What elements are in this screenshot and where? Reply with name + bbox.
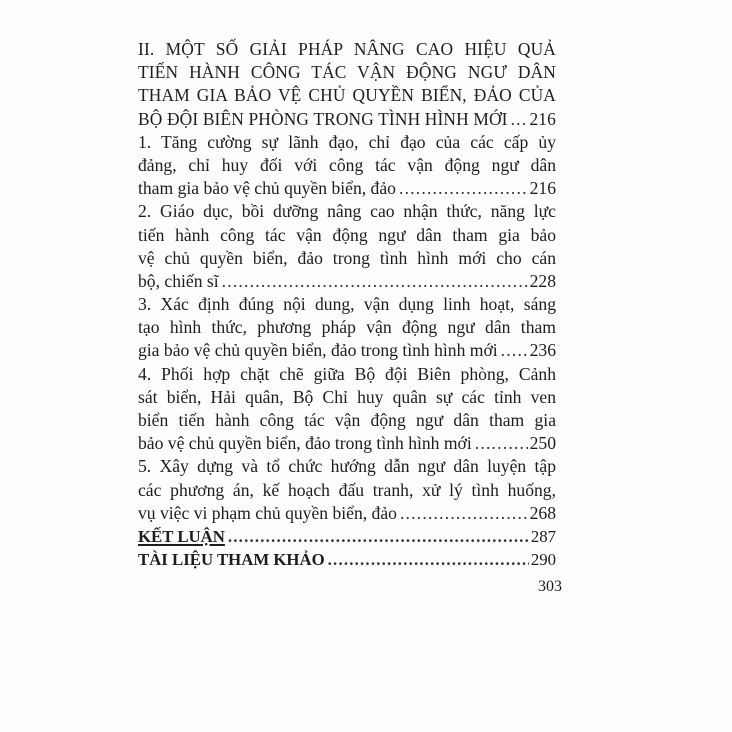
toc-item-4-line-4: bảo vệ chủ quyền biển, đảo trong tình hình mới <box>138 433 472 454</box>
toc-item-1-entry[interactable] <box>138 177 556 200</box>
toc-item-3-entry[interactable] <box>138 339 556 362</box>
toc-item-5-line-2: các phương án, kế hoạch đấu tranh, xử lý tình huống, <box>138 479 556 500</box>
toc-section-2-entry[interactable] <box>138 108 556 131</box>
toc-conclusion-entry[interactable] <box>138 525 556 548</box>
toc-item-2-page: 228 <box>529 270 556 291</box>
toc-references-entry[interactable] <box>138 548 556 571</box>
toc-item-3-line-3: gia bảo vệ chủ quyền biển, đảo trong tình hình mới <box>138 340 498 361</box>
toc-section-2-line-3: THAM GIA BẢO VỆ CHỦ QUYỀN BIỂN, ĐẢO CỦA <box>138 85 556 106</box>
toc-item-1-page: 216 <box>529 178 556 199</box>
toc-section-2-line-2: TIẾN HÀNH CÔNG TÁC VẬN ĐỘNG NGƯ DÂN <box>138 62 556 83</box>
toc-item-2-line-2: tiến hành công tác vận động ngư dân tham gia bảo <box>138 224 556 245</box>
toc-item-4-line-2: sát biển, Hải quân, Bộ Chỉ huy quân sự các tỉnh ven <box>138 386 556 407</box>
toc-item-5-line-3: vụ việc vi phạm chủ quyền biển, đảo <box>138 502 397 523</box>
dot-leader <box>228 525 529 548</box>
toc-item-4-page: 250 <box>529 433 556 454</box>
toc-item-2-entry[interactable] <box>138 270 556 293</box>
dot-leader <box>501 339 528 362</box>
toc-section-2-page: 216 <box>529 108 556 129</box>
toc-item-5-entry[interactable] <box>138 502 556 525</box>
toc-item-5-page: 268 <box>529 502 556 523</box>
toc-item-1-line-2: đảng, chỉ huy đối với công tác vận động ngư dân <box>138 154 556 175</box>
toc-conclusion-page: 287 <box>530 526 556 546</box>
toc-item-2-line-1: 2. Giáo dục, bồi dưỡng nâng cao nhận thức, năng lực <box>138 201 556 222</box>
dot-leader <box>222 270 528 293</box>
toc-item-2-line-4: bộ, chiến sĩ <box>138 270 219 291</box>
toc-item-4-entry[interactable] <box>138 432 556 455</box>
toc-section-2-line-1: II. MỘT SỐ GIẢI PHÁP NÂNG CAO HIỆU QUẢ <box>138 39 556 59</box>
toc-references-page: 290 <box>530 550 556 570</box>
dot-leader <box>400 502 528 525</box>
dot-leader <box>328 548 529 571</box>
toc-section-2-line-4: BỘ ĐỘI BIÊN PHÒNG TRONG TÌNH HÌNH MỚI <box>138 108 508 129</box>
toc-references-label: TÀI LIỆU THAM KHẢO <box>138 550 325 570</box>
toc-item-3-page: 236 <box>529 340 556 361</box>
table-of-contents <box>138 38 556 571</box>
dot-leader <box>475 432 528 455</box>
toc-item-4-line-1: 4. Phối hợp chặt chẽ giữa Bộ đội Biên phòng, Cảnh <box>138 363 556 384</box>
toc-item-1-line-1: 1. Tăng cường sự lãnh đạo, chỉ đạo của các cấp ủy <box>138 131 556 152</box>
page-number: 303 <box>538 578 562 595</box>
dot-leader <box>399 177 528 200</box>
toc-item-3-line-1: 3. Xác định đúng nội dung, vận dụng linh hoạt, sáng <box>138 294 556 315</box>
toc-item-3-line-2: tạo hình thức, phương pháp vận động ngư dân tham <box>138 317 556 338</box>
toc-item-1-line-3: tham gia bảo vệ chủ quyền biển, đảo <box>138 178 396 199</box>
toc-item-5-line-1: 5. Xây dựng và tổ chức hướng dẫn ngư dân luyện tập <box>138 456 556 477</box>
dot-leader <box>511 108 528 131</box>
toc-item-4-line-3: biển tiến hành công tác vận động ngư dân tham gia <box>138 410 556 430</box>
toc-item-2-line-3: vệ chủ quyền biển, đảo trong tình hình mới cho cán <box>138 247 556 268</box>
toc-conclusion-label: KẾT LUẬN <box>138 526 225 546</box>
